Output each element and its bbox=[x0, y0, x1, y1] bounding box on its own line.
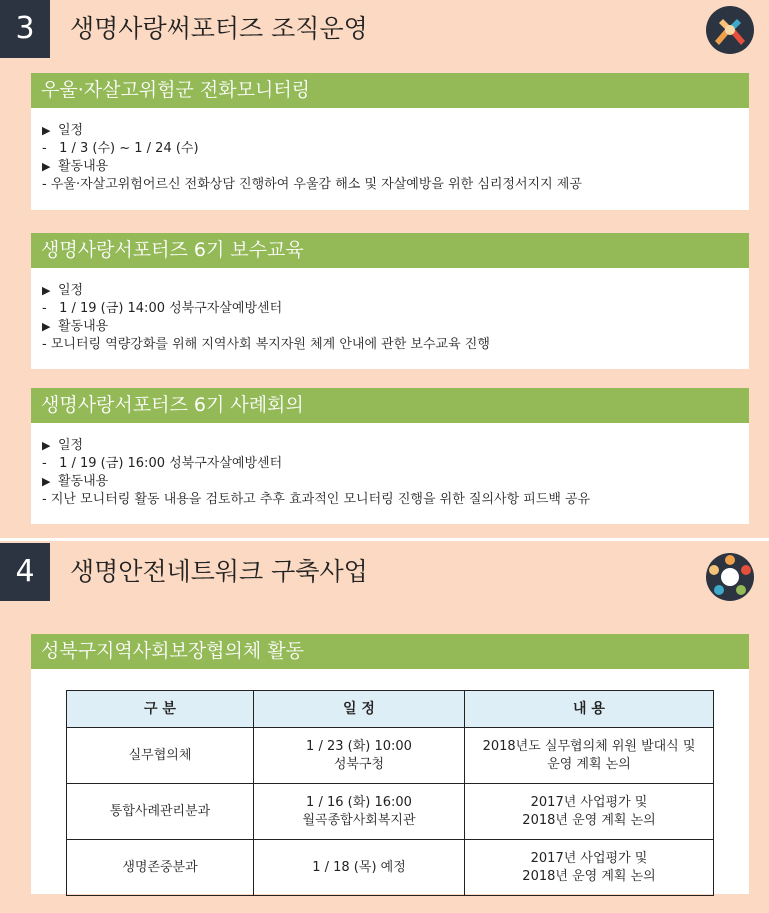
card-case-meeting bbox=[31, 388, 749, 524]
network-circle-icon bbox=[705, 552, 755, 602]
schedule-value: - 1 / 3 (수) ~ 1 / 24 (수) bbox=[42, 141, 199, 156]
card-refresher-training bbox=[31, 233, 749, 369]
cell-schedule: 1 / 16 (화) 16:00 월곡종합사회복지관 bbox=[254, 784, 465, 840]
card-body bbox=[31, 108, 749, 194]
table-row bbox=[67, 840, 714, 896]
activity-value: - 지난 모니터링 활동 내용을 검토하고 추후 효과적인 모니터링 진행을 위한 질의사항 피드백 공유 bbox=[42, 492, 591, 507]
activity-heading: ▶ 활동내용 bbox=[42, 474, 109, 489]
cell-category: 통합사례관리분과 bbox=[67, 784, 254, 840]
card-phone-monitoring bbox=[31, 73, 749, 210]
column-header-content: 내 용 bbox=[465, 691, 714, 728]
card-title: 성북구지역사회보장협의체 활동 bbox=[31, 634, 749, 669]
card-title: 생명사랑서포터즈 6기 사례회의 bbox=[31, 388, 749, 423]
activity-table bbox=[66, 690, 714, 896]
section-title: 생명안전네트워크 구축사업 bbox=[70, 557, 368, 586]
section-3-header bbox=[0, 0, 769, 58]
triangle-bullet-icon: ▶ bbox=[42, 124, 51, 137]
cell-category: 생명존중분과 bbox=[67, 840, 254, 896]
card-body bbox=[31, 268, 749, 354]
section-title: 생명사랑써포터즈 조직운영 bbox=[70, 14, 368, 43]
schedule-heading: ▶ 일정 bbox=[42, 283, 84, 298]
card-body bbox=[31, 423, 749, 509]
table-header-row bbox=[67, 691, 714, 728]
schedule-heading: ▶ 일정 bbox=[42, 123, 84, 138]
schedule-value: - 1 / 19 (금) 16:00 성북구자살예방센터 bbox=[42, 456, 283, 471]
triangle-bullet-icon: ▶ bbox=[42, 284, 51, 297]
schedule-value: - 1 / 19 (금) 14:00 성북구자살예방센터 bbox=[42, 301, 283, 316]
triangle-bullet-icon: ▶ bbox=[42, 439, 51, 452]
triangle-bullet-icon: ▶ bbox=[42, 160, 51, 173]
card-title: 우울·자살고위험군 전화모니터링 bbox=[31, 73, 749, 108]
cell-content: 2017년 사업평가 및 2018년 운영 계획 논의 bbox=[465, 840, 714, 896]
section-number: 4 bbox=[0, 543, 50, 601]
section-divider bbox=[0, 538, 769, 541]
cell-category: 실무협의체 bbox=[67, 728, 254, 784]
hands-together-icon bbox=[705, 5, 755, 55]
triangle-bullet-icon: ▶ bbox=[42, 320, 51, 333]
cell-schedule: 1 / 18 (목) 예정 bbox=[254, 840, 465, 896]
section-4-header bbox=[0, 543, 769, 601]
card-title: 생명사랑서포터즈 6기 보수교육 bbox=[31, 233, 749, 268]
table-row bbox=[67, 784, 714, 840]
activity-value: - 우울·자살고위험어르신 전화상담 진행하여 우울감 해소 및 자살예방을 위한 심리정서지지 제공 bbox=[42, 177, 582, 192]
column-header-schedule: 일 정 bbox=[254, 691, 465, 728]
schedule-heading: ▶ 일정 bbox=[42, 438, 84, 453]
cell-schedule: 1 / 23 (화) 10:00 성북구청 bbox=[254, 728, 465, 784]
section-number: 3 bbox=[0, 0, 50, 58]
triangle-bullet-icon: ▶ bbox=[42, 475, 51, 488]
activity-heading: ▶ 활동내용 bbox=[42, 319, 109, 334]
table-row bbox=[67, 728, 714, 784]
activity-heading: ▶ 활동내용 bbox=[42, 159, 109, 174]
cell-content: 2017년 사업평가 및 2018년 운영 계획 논의 bbox=[465, 784, 714, 840]
cell-content: 2018년도 실무협의체 위원 발대식 및 운영 계획 논의 bbox=[465, 728, 714, 784]
activity-value: - 모니터링 역량강화를 위해 지역사회 복지자원 체계 안내에 관한 보수교육 진행 bbox=[42, 337, 490, 352]
column-header-category: 구 분 bbox=[67, 691, 254, 728]
